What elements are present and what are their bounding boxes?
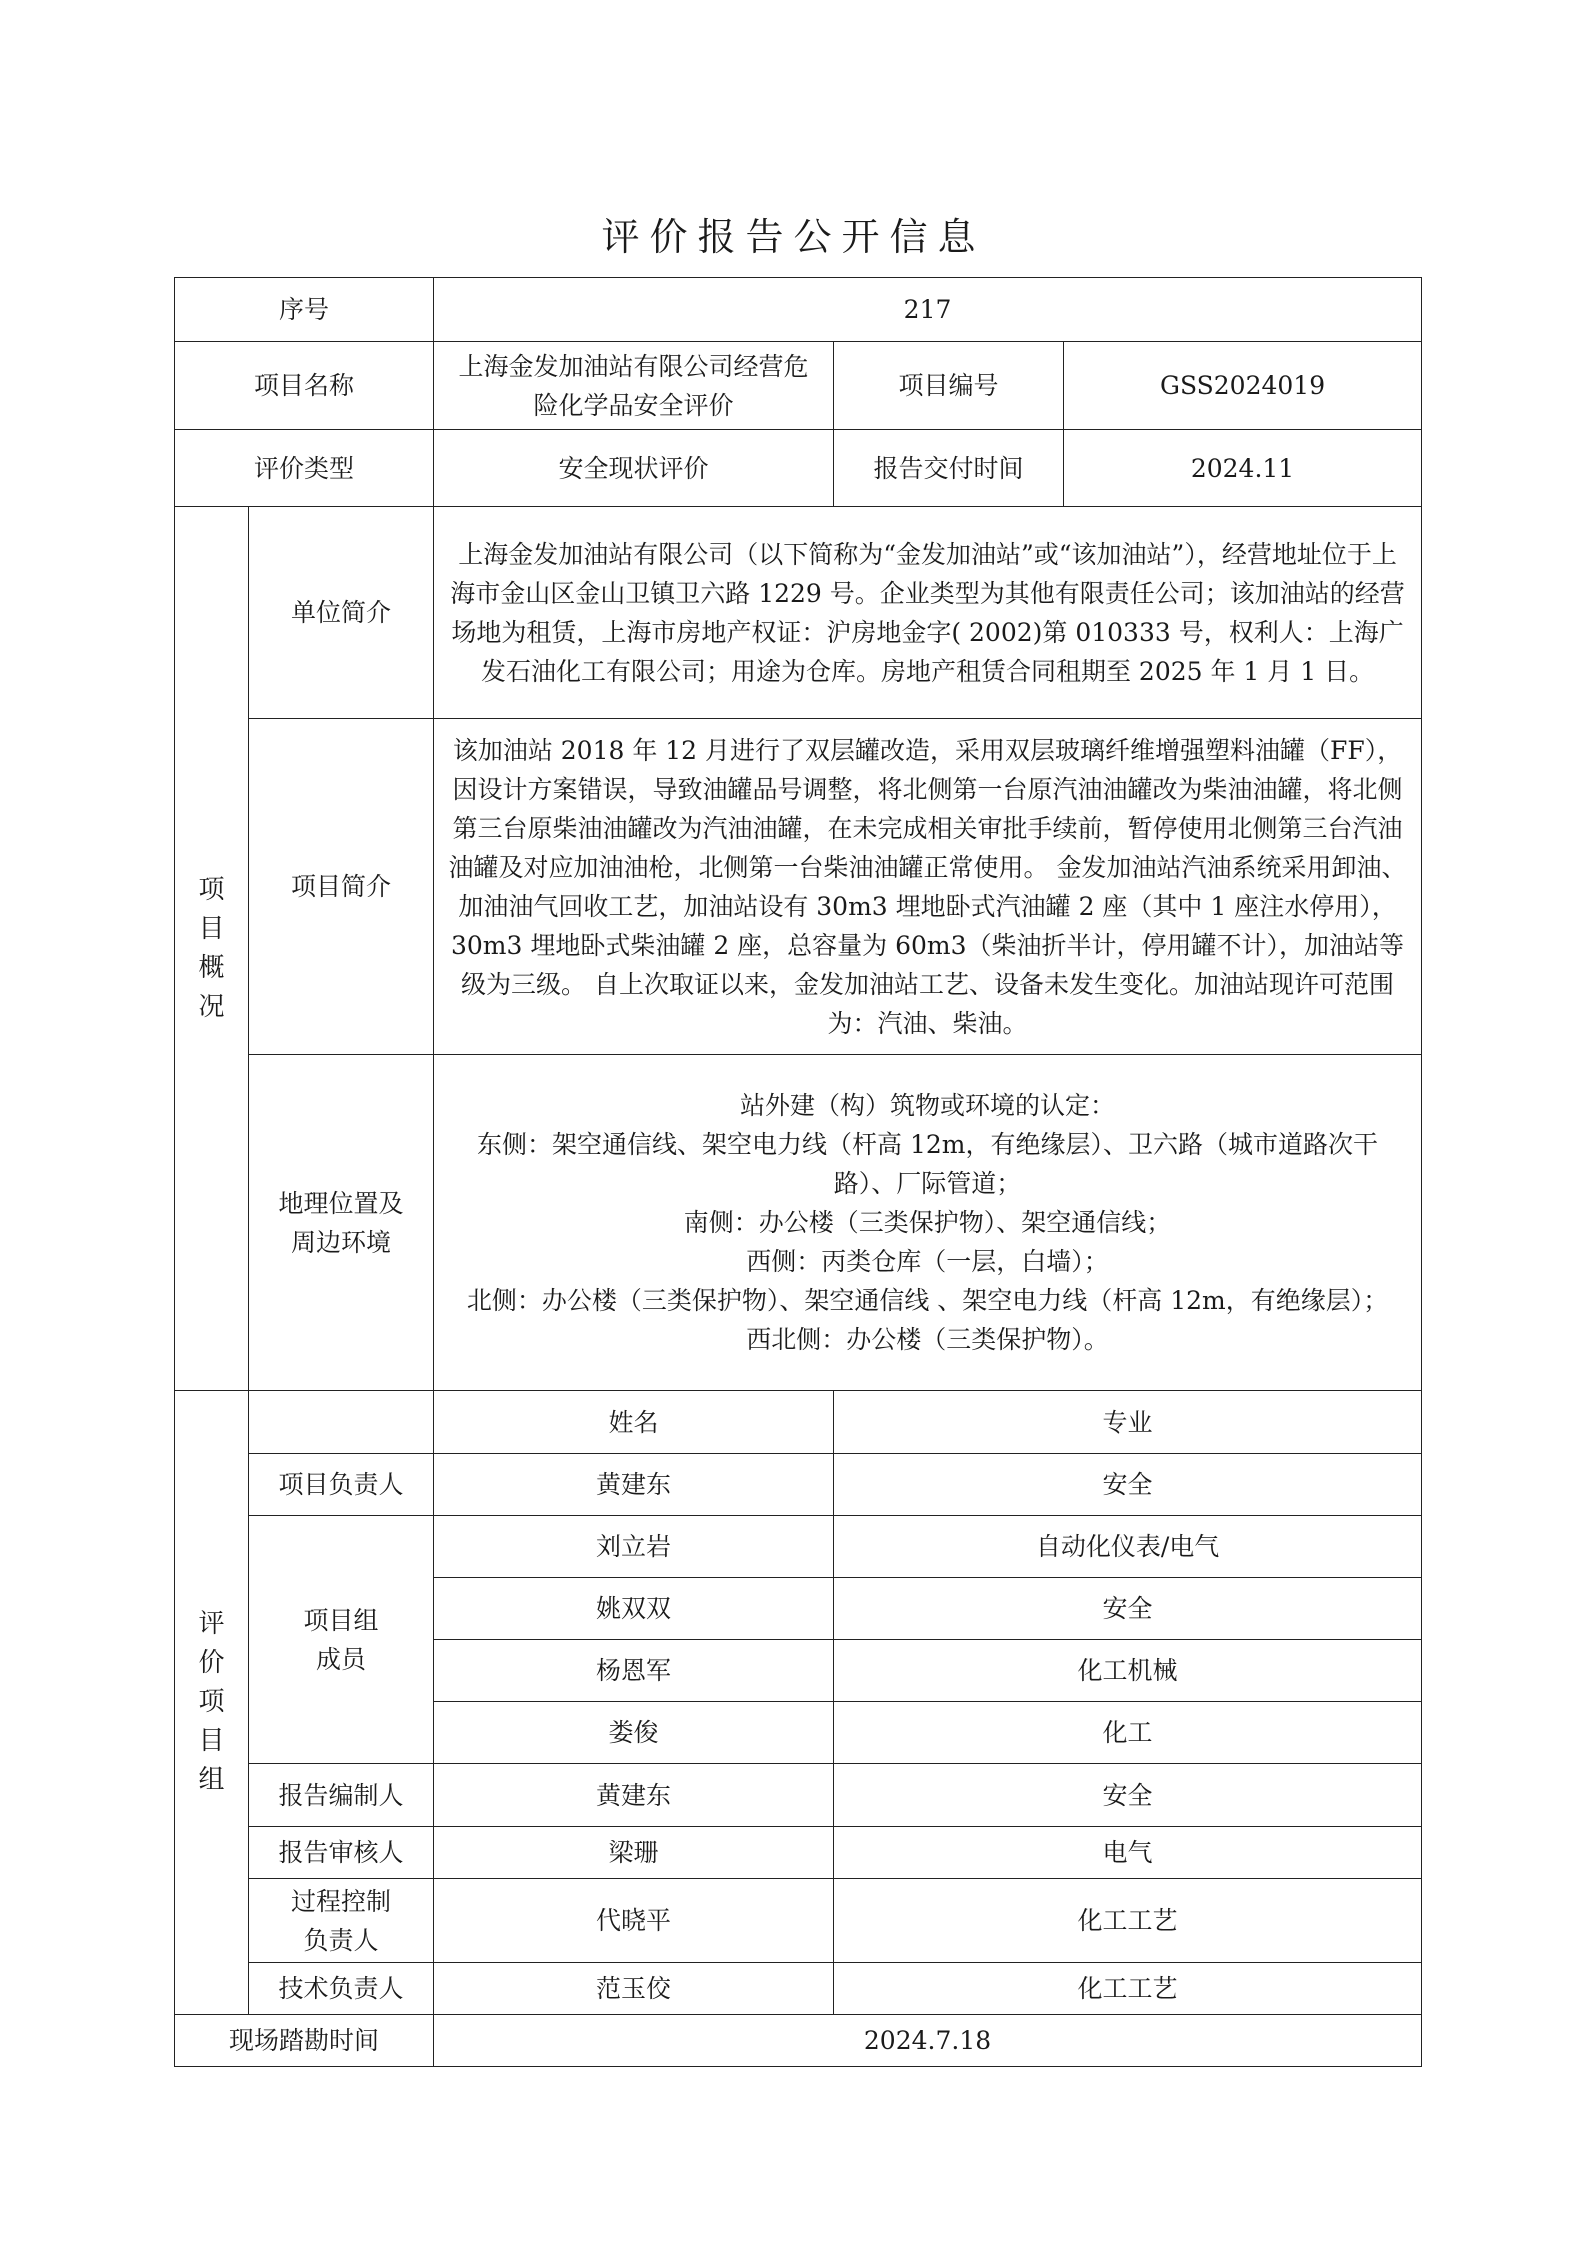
person-major: 安全 bbox=[834, 1764, 1422, 1827]
person-major: 安全 bbox=[834, 1578, 1422, 1640]
survey-label: 现场踏勘时间 bbox=[175, 2015, 434, 2067]
role-label: 项目负责人 bbox=[249, 1454, 434, 1516]
person-major: 电气 bbox=[834, 1827, 1422, 1879]
person-name: 杨恩军 bbox=[434, 1640, 834, 1702]
team-row bbox=[175, 1827, 1422, 1879]
team-row bbox=[175, 1454, 1422, 1516]
project-code-value: GSS2024019 bbox=[1064, 342, 1422, 430]
person-major: 安全 bbox=[834, 1454, 1422, 1516]
project-code-label: 项目编号 bbox=[834, 342, 1064, 430]
person-name: 姚双双 bbox=[434, 1578, 834, 1640]
role-label: 过程控制 负责人 bbox=[249, 1879, 434, 1963]
person-name: 代晓平 bbox=[434, 1879, 834, 1963]
team-row bbox=[175, 1764, 1422, 1827]
team-group-label: 评 价 项 目 组 bbox=[175, 1391, 249, 2015]
location-line: 西侧：丙类仓库（一层，白墙）； bbox=[746, 1247, 1109, 1276]
team-row bbox=[175, 1963, 1422, 2015]
evaluation-info-table bbox=[174, 277, 1422, 2067]
team-header-row bbox=[175, 1391, 1422, 1454]
team-header-major: 专业 bbox=[834, 1391, 1422, 1454]
serial-value: 217 bbox=[434, 278, 1422, 342]
location-line: 站外建（构）筑物或环境的认定： bbox=[740, 1091, 1116, 1120]
person-name: 娄俊 bbox=[434, 1702, 834, 1764]
project-name-row bbox=[175, 342, 1422, 430]
person-major: 自动化仪表/电气 bbox=[834, 1516, 1422, 1578]
unit-intro-text: 上海金发加油站有限公司（以下简称为“金发加油站”或“该加油站”），经营地址位于上海市金山区金山卫镇卫六路 1229 号。企业类型为其他有限责任公司；该加油站的经营场地为租赁，上海市房地产权证：沪房地金字( 2002)第 010333 号，权利人：上海广发石油化工有限公司；用途为仓库。房地产租赁合同租期至 2025 年 1 月 1 日。 bbox=[434, 507, 1422, 719]
person-name: 梁珊 bbox=[434, 1827, 834, 1879]
person-name: 黄建东 bbox=[434, 1454, 834, 1516]
project-name-value: 上海金发加油站有限公司经营危险化学品安全评价 bbox=[434, 342, 834, 430]
person-name: 黄建东 bbox=[434, 1764, 834, 1827]
team-row bbox=[175, 1879, 1422, 1963]
person-name: 刘立岩 bbox=[434, 1516, 834, 1578]
serial-row bbox=[175, 278, 1422, 342]
location-line: 西北侧：办公楼（三类保护物）。 bbox=[746, 1325, 1109, 1354]
project-intro-text: 该加油站 2018 年 12 月进行了双层罐改造，采用双层玻璃纤维增强塑料油罐（FF），因设计方案错误，导致油罐品号调整，将北侧第一台原汽油油罐改为柴油油罐，将北侧第三台原柴油油罐改为汽油油罐，在未完成相关审批手续前，暂停使用北侧第三台汽油油罐及对应加油油枪，北侧第一台柴油油罐正常使用。 金发加油站汽油系统采用卸油、加油油气回收工艺，加油站设有 30m3 埋地卧式汽油罐 2 座（其中 1 座注水停用），30m3 埋地卧式柴油罐 2 座，总容量为 60m3（柴油折半计，停用罐不计），加油站等级为三级。 自上次取证以来，金发加油站工艺、设备未发生变化。加油站现许可范围为：汽油、柴油。 bbox=[434, 719, 1422, 1055]
unit-intro-label: 单位简介 bbox=[249, 507, 434, 719]
person-major: 化工机械 bbox=[834, 1640, 1422, 1702]
project-intro-label: 项目简介 bbox=[249, 719, 434, 1055]
type-row bbox=[175, 430, 1422, 507]
person-major: 化工工艺 bbox=[834, 1963, 1422, 2015]
team-header-blank bbox=[249, 1391, 434, 1454]
evaluation-type-value: 安全现状评价 bbox=[434, 430, 834, 507]
person-name: 范玉佼 bbox=[434, 1963, 834, 2015]
location-text bbox=[434, 1055, 1422, 1391]
role-label: 报告编制人 bbox=[249, 1764, 434, 1827]
overview-group-label: 项 目 概 况 bbox=[175, 507, 249, 1391]
role-label: 报告审核人 bbox=[249, 1827, 434, 1879]
team-header-name: 姓名 bbox=[434, 1391, 834, 1454]
delivery-time-value: 2024.11 bbox=[1064, 430, 1422, 507]
location-line: 东侧：架空通信线、架空电力线（杆高 12m，有绝缘层）、卫六路（城市道路次干路）、厂际管道； bbox=[477, 1130, 1379, 1198]
location-label: 地理位置及 周边环境 bbox=[249, 1055, 434, 1391]
delivery-time-label: 报告交付时间 bbox=[834, 430, 1064, 507]
person-major: 化工 bbox=[834, 1702, 1422, 1764]
survey-date: 2024.7.18 bbox=[434, 2015, 1422, 2067]
team-row bbox=[175, 1516, 1422, 1578]
unit-intro-row bbox=[175, 507, 1422, 719]
serial-label: 序号 bbox=[175, 278, 434, 342]
role-label: 技术负责人 bbox=[249, 1963, 434, 2015]
project-name-label: 项目名称 bbox=[175, 342, 434, 430]
members-label: 项目组 成员 bbox=[249, 1516, 434, 1764]
location-line: 北侧：办公楼（三类保护物）、架空通信线 、架空电力线（杆高 12m，有绝缘层）； bbox=[466, 1286, 1389, 1315]
page-title: 评价报告公开信息 bbox=[601, 215, 986, 259]
project-intro-row bbox=[175, 719, 1422, 1055]
survey-row bbox=[175, 2015, 1422, 2067]
person-major: 化工工艺 bbox=[834, 1879, 1422, 1963]
location-row bbox=[175, 1055, 1422, 1391]
evaluation-type-label: 评价类型 bbox=[175, 430, 434, 507]
location-line: 南侧：办公楼（三类保护物）、架空通信线； bbox=[683, 1208, 1172, 1237]
